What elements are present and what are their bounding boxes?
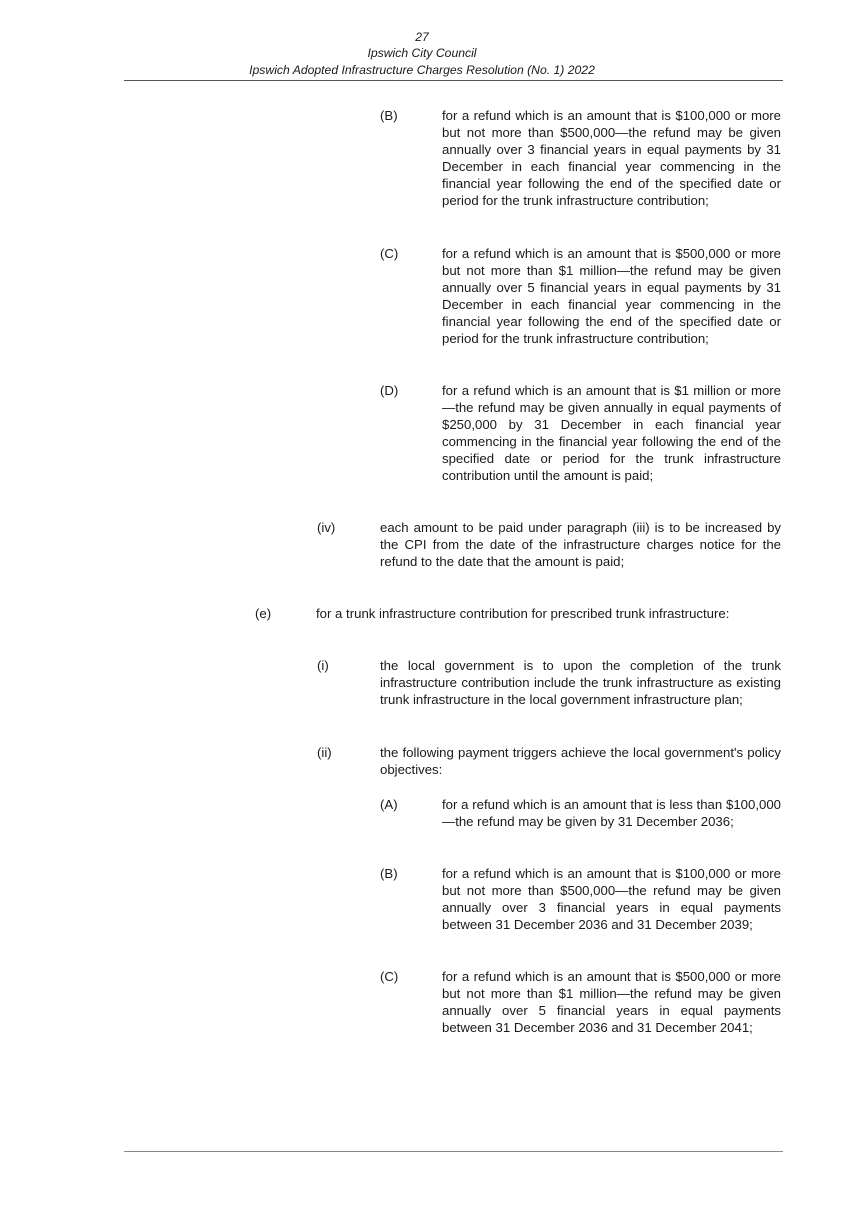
clause-label: (A) — [380, 797, 398, 812]
footer-rule — [124, 1151, 783, 1152]
clause-text: each amount to be paid under paragraph (iii) is to be increased by the CPI from the date of the infrastructure charges notice for the refund to the date that the amount is paid; — [380, 520, 781, 569]
clause-label: (C) — [380, 969, 399, 984]
clause-text: for a refund which is an amount that is less than $100,000—the refund may be given by 31 December 2036; — [442, 797, 781, 829]
clause-label: (e) — [255, 606, 272, 621]
council-name: Ipswich City Council — [367, 46, 477, 60]
clause-label: (ii) — [317, 745, 332, 760]
clause-text: for a trunk infrastructure contribution for prescribed trunk infrastructure: — [316, 606, 730, 621]
clause-text: for a refund which is an amount that is $500,000 or more but not more than $1 million—the refund may be given annually over 5 financial years in equal payments between 31 December 2036 and 31 December 2041; — [442, 969, 781, 1035]
clause-text: for a refund which is an amount that is $500,000 or more but not more than $1 million—the refund may be given annually over 5 financial years in equal payments by 31 December in each financial year commencing in the financial year following the end of the specified date or period for the trunk infrastructure contribution; — [442, 246, 781, 346]
clause-text: for a refund which is an amount that is $1 million or more—the refund may be given annually in equal payments of $250,000 by 31 December in each financial year commencing in the financial year following the end of the specified date or period for the trunk infrastructure contribution until the amount is paid; — [442, 383, 781, 483]
header-rule — [124, 80, 783, 81]
clause-label: (iv) — [317, 520, 336, 535]
clause-text: for a refund which is an amount that is $100,000 or more but not more than $500,000—the refund may be given annually over 3 financial years in equal payments between 31 December 2036 and 31 December 2039; — [442, 866, 781, 932]
clause-label: (B) — [380, 866, 398, 881]
clause-label: (B) — [380, 108, 398, 123]
clause-label: (C) — [380, 246, 399, 261]
page-number: 27 — [415, 30, 429, 44]
clause-text: for a refund which is an amount that is $100,000 or more but not more than $500,000—the refund may be given annually over 3 financial years in equal payments by 31 December in each financial year commencing in the financial year following the end of the specified date or period for the trunk infrastructure contribution; — [442, 108, 781, 208]
clause-label: (i) — [317, 658, 329, 673]
clause-label: (D) — [380, 383, 399, 398]
clause-text: the local government is to upon the completion of the trunk infrastructure contribution include the trunk infrastructure as existing trunk infrastructure in the local government infrastructure plan; — [380, 658, 781, 707]
resolution-title: Ipswich Adopted Infrastructure Charges Resolution (No. 1) 2022 — [249, 63, 595, 77]
clause-text: the following payment triggers achieve the local government's policy objectives: — [380, 745, 781, 777]
